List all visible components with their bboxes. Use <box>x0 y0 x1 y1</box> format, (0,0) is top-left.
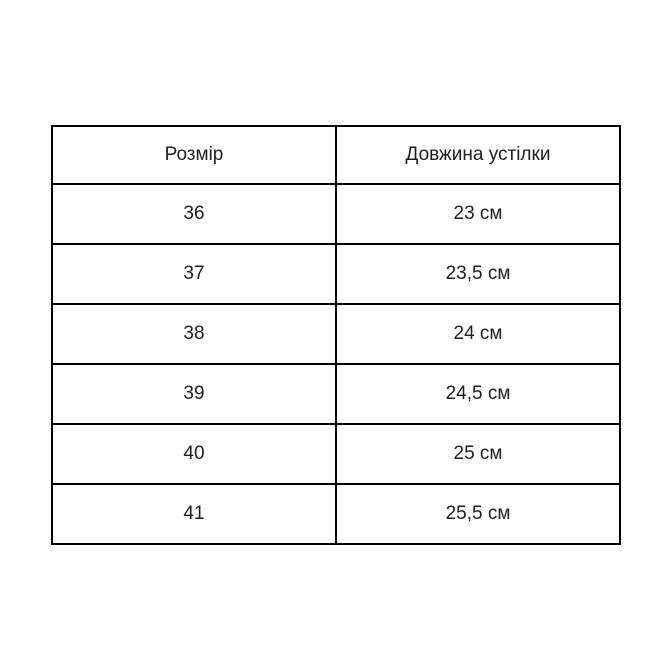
table-row <box>52 364 620 424</box>
length-value: 23 см <box>336 184 620 244</box>
length-column-header: Довжина устілки <box>336 126 620 184</box>
length-value: 24,5 см <box>336 364 620 424</box>
size-value: 40 <box>52 424 336 484</box>
size-chart-table <box>51 125 621 545</box>
table-row <box>52 184 620 244</box>
size-value: 37 <box>52 244 336 304</box>
length-value: 25,5 см <box>336 484 620 544</box>
size-value: 39 <box>52 364 336 424</box>
table-row <box>52 304 620 364</box>
size-chart-header-row <box>52 126 620 184</box>
size-value: 38 <box>52 304 336 364</box>
length-value: 25 см <box>336 424 620 484</box>
table-row <box>52 424 620 484</box>
size-value: 41 <box>52 484 336 544</box>
size-column-header: Розмір <box>52 126 336 184</box>
length-value: 23,5 см <box>336 244 620 304</box>
length-value: 24 см <box>336 304 620 364</box>
table-row <box>52 244 620 304</box>
size-value: 36 <box>52 184 336 244</box>
table-row <box>52 484 620 544</box>
